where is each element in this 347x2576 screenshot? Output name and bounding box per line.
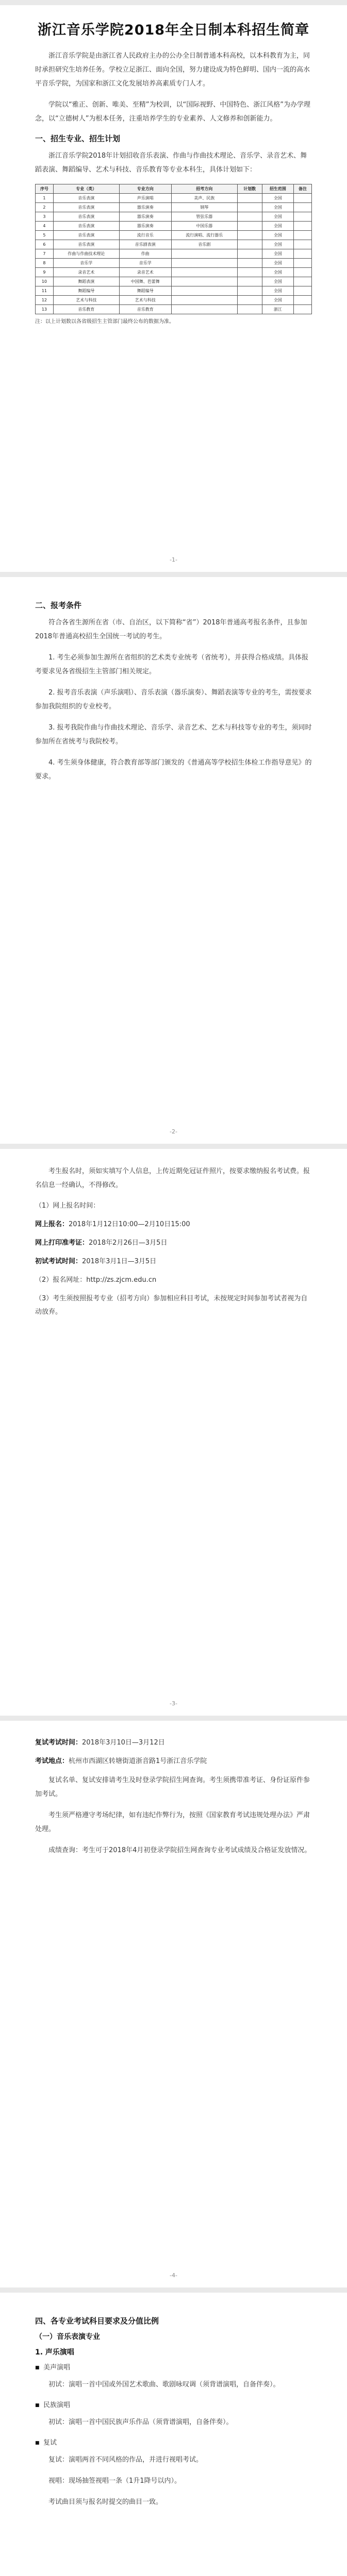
col-header: 序号	[36, 184, 54, 194]
table-cell: 器乐演奏	[119, 212, 171, 222]
exam-place-value: 杭州市西湖区转塘街道浙音路1号浙江音乐学院	[69, 1757, 207, 1765]
table-cell: 音乐表演	[53, 231, 119, 240]
document-title: 浙江音乐学院2018年全日制本科招生简章	[37, 22, 310, 38]
registration-url: （2）报名网址：http://zs.zjcm.edu.cn	[35, 1276, 157, 1284]
ticket-print-label: 网上打印准考证：	[35, 1239, 89, 1247]
table-cell: 全国	[262, 212, 293, 222]
table-row	[36, 305, 312, 314]
document-page-1	[0, 5, 347, 572]
ticket-print-line	[35, 1236, 312, 1250]
page-number: -1-	[170, 556, 177, 563]
table-cell	[171, 249, 237, 259]
table-cell	[237, 305, 262, 314]
table-cell	[294, 259, 312, 268]
section-heading-1: 一、招生专业、招生计划	[35, 134, 121, 143]
table-cell: 音乐教育	[119, 305, 171, 314]
table-cell: 音乐剧表演	[119, 240, 171, 249]
table-cell: 录音艺术	[119, 268, 171, 277]
table-cell: 中国舞、芭蕾舞	[119, 277, 171, 286]
table-cell: 声乐演唱	[119, 194, 171, 203]
table-cell: 录音艺术	[53, 268, 119, 277]
page-gap	[0, 1144, 347, 1149]
page-gap-top	[0, 0, 347, 5]
table-cell: 器乐演奏	[119, 203, 171, 212]
table-row	[36, 194, 312, 203]
table-cell: 艺术与科技	[119, 296, 171, 305]
table-cell	[294, 305, 312, 314]
col-header: 招考方向	[171, 184, 237, 194]
document-page-2	[0, 577, 347, 1144]
retest-paragraph-2: 考生须严格遵守考场纪律，如有违纪作弊行为，按照《国家教育考试违规处理办法》严肃处理。	[35, 1811, 310, 1833]
col-header: 招生范围	[262, 184, 293, 194]
table-cell	[237, 212, 262, 222]
table-cell: 全国	[262, 240, 293, 249]
table-cell: 音乐剧	[171, 240, 237, 249]
table-cell: 艺术与科技	[53, 296, 119, 305]
col-header: 备注	[294, 184, 312, 194]
document-page-3	[0, 1149, 347, 1716]
table-note: 注：以上计划数以各省级招生主管部门最终公布的数据为准。	[35, 319, 174, 325]
table-cell: 全国	[262, 259, 293, 268]
table-cell: 13	[36, 305, 54, 314]
table-cell	[237, 286, 262, 296]
table-cell: 音乐表演	[53, 212, 119, 222]
table-cell: 全国	[262, 203, 293, 212]
table-cell: 全国	[262, 286, 293, 296]
table-cell	[171, 277, 237, 286]
table-cell	[294, 249, 312, 259]
table-row	[36, 222, 312, 231]
bullet-item: ■ 民族演唱	[35, 2399, 312, 2412]
subsection-heading-1: （一）音乐表演专业	[35, 2333, 100, 2341]
table-cell	[171, 259, 237, 268]
table-cell: 作曲	[119, 249, 171, 259]
page-number: -3-	[170, 1700, 177, 1707]
requirement-paragraph: 复试：演唱两首不同风格的作品，并进行视唱考试。	[48, 2456, 203, 2464]
online-registration-line	[35, 1218, 312, 1231]
table-cell: 1	[36, 194, 54, 203]
document-page-5	[0, 2293, 347, 2576]
table-body	[36, 194, 312, 314]
table-cell: 舞蹈编导	[53, 286, 119, 296]
table-row	[36, 286, 312, 296]
table-cell	[294, 203, 312, 212]
enrollment-plan-table	[35, 184, 312, 314]
table-cell: 全国	[262, 277, 293, 286]
retest-time-label: 复试考试时间：	[35, 1739, 82, 1747]
exam-place-label: 考试地点：	[35, 1757, 69, 1765]
table-cell	[237, 231, 262, 240]
table-cell: 3	[36, 212, 54, 222]
table-cell: 音乐教育	[53, 305, 119, 314]
retest-time-value: 2018年3月10日—3月12日	[82, 1739, 165, 1747]
online-registration-label: 网上报名：	[35, 1221, 69, 1228]
table-cell	[237, 296, 262, 305]
ticket-print-value: 2018年2月26日—3月5日	[89, 1239, 168, 1247]
exam-time-label: 初试考试时间：	[35, 1258, 82, 1265]
subsection-heading-1-1: 1. 声乐演唱	[35, 2348, 74, 2357]
table-header-row	[36, 184, 312, 194]
registration-note: （3）考生须按照报考专业（招考方向）参加相应科目考试，未按规定时间参加考试者视为自动放弃。	[35, 1295, 308, 1316]
table-cell: 舞蹈表演	[53, 277, 119, 286]
table-cell: 6	[36, 240, 54, 249]
exam-time-value: 2018年3月1日—3月5日	[82, 1258, 157, 1265]
bullet-item: ■ 复试	[35, 2436, 312, 2450]
conditions-paragraph: 符合各省生源所在省（市、自治区，以下简称“省”）2018年普通高考报名条件，且参加2018年普通高校招生全国统一考试的考生。	[35, 619, 307, 640]
table-cell: 器乐演奏	[119, 222, 171, 231]
table-cell: 流行音乐	[119, 231, 171, 240]
page-gap	[0, 1716, 347, 1721]
table-cell: 美声、民族	[171, 194, 237, 203]
table-cell: 12	[36, 296, 54, 305]
table-cell: 全国	[262, 194, 293, 203]
table-cell: 音乐学	[53, 259, 119, 268]
requirement-paragraph: 初试：演唱一首中国民族声乐作品（须背谱演唱，自备伴奏）。	[48, 2418, 233, 2426]
table-row	[36, 277, 312, 286]
page-number: -2-	[170, 1128, 177, 1135]
document-page-4	[0, 1721, 347, 2287]
table-cell	[171, 305, 237, 314]
table-row	[36, 268, 312, 277]
table-cell: 9	[36, 268, 54, 277]
page-gap	[0, 572, 347, 577]
table-cell: 7	[36, 249, 54, 259]
table-row	[36, 231, 312, 240]
table-row	[36, 240, 312, 249]
table-cell	[171, 268, 237, 277]
requirement-paragraph: 视唱：现场抽签视唱一条（1升1降号以内）。	[48, 2477, 181, 2485]
table-cell	[237, 259, 262, 268]
online-registration-value: 2018年1月12日10:00—2月10日15:00	[69, 1221, 190, 1228]
conditions-item-1: 1. 考生必须参加生源所在省组织的艺术类专业统考（省统考），并获得合格成绩。具体报考要求见各省级招生主管部门相关规定。	[35, 654, 309, 675]
conditions-item-2: 2. 报考音乐表演（声乐演唱）、音乐表演（器乐演奏）、舞蹈表演等专业的考生，需按要求参加我院组织的专业校考。	[35, 689, 312, 710]
table-cell	[294, 240, 312, 249]
table-row	[36, 259, 312, 268]
section-heading-4: 四、各专业考试科目要求及分值比例	[35, 2316, 159, 2326]
table-cell: 音乐学	[119, 259, 171, 268]
table-cell	[171, 286, 237, 296]
table-cell	[237, 268, 262, 277]
conditions-item-4: 4. 考生须身体健康，符合教育部等部门颁发的《普通高等学校招生体检工作指导意见》的要求。	[35, 759, 312, 781]
table-cell: 全国	[262, 231, 293, 240]
table-cell	[294, 212, 312, 222]
section-heading-2: 二、报考条件	[35, 601, 82, 610]
table-cell	[294, 268, 312, 277]
registration-paragraph: 考生报名时，须如实填写个人信息，上传近期免冠证件照片，按要求缴纳报名考试费。报名信息一经确认，不得修改。	[35, 1167, 310, 1189]
table-cell: 中国乐器	[171, 222, 237, 231]
col-header: 计划数	[237, 184, 262, 194]
table-cell	[294, 231, 312, 240]
table-cell: 音乐表演	[53, 222, 119, 231]
table-cell: 音乐表演	[53, 203, 119, 212]
retest-time-line	[35, 1736, 312, 1750]
table-cell	[294, 296, 312, 305]
table-cell: 11	[36, 286, 54, 296]
table-row	[36, 212, 312, 222]
table-cell	[294, 286, 312, 296]
table-row	[36, 296, 312, 305]
table-cell: 舞蹈编导	[119, 286, 171, 296]
requirement-paragraph: 考试曲目须与报名时提交的曲目一致。	[48, 2498, 163, 2506]
table-cell	[237, 277, 262, 286]
registration-subheading: （1）网上报名时间：	[35, 1202, 100, 1210]
table-row	[36, 249, 312, 259]
table-cell: 钢琴	[171, 203, 237, 212]
table-cell: 全国	[262, 222, 293, 231]
retest-paragraph-1: 复试名单、复试安排请考生及时登录学院招生网查询。考生须携带准考证、身份证原件参加考试。	[35, 1776, 310, 1798]
table-cell: 浙江	[262, 305, 293, 314]
col-header: 专业方向	[119, 184, 171, 194]
intro-paragraph-1: 浙江音乐学院是由浙江省人民政府主办的公办全日制普通本科高校，以本科教育为主，同时承担研究生培养任务。学校立足浙江、面向全国，努力建设成为特色鲜明、国内一流的高水平音乐学院，为国家和浙江文化发展培养高素质专门人才。	[35, 52, 310, 88]
table-cell	[237, 240, 262, 249]
table-cell: 8	[36, 259, 54, 268]
retest-paragraph-3: 成绩查询：考生可于2018年4月初登录学院招生网查询专业考试成绩及合格证发放情况。	[48, 1846, 311, 1854]
col-header: 专业（类）	[53, 184, 119, 194]
table-cell: 5	[36, 231, 54, 240]
table-row	[36, 203, 312, 212]
table-cell: 音乐表演	[53, 194, 119, 203]
page-number: -4-	[170, 2272, 177, 2279]
table-cell: 2	[36, 203, 54, 212]
table-cell: 流行演唱、流行器乐	[171, 231, 237, 240]
page-gap	[0, 2287, 347, 2293]
plan-intro: 浙江音乐学院2018年计划招收音乐表演、作曲与作曲技术理论、音乐学、录音艺术、舞蹈表演、舞蹈编导、艺术与科技、音乐教育等专业本科生，具体计划如下：	[35, 152, 307, 174]
table-cell	[237, 249, 262, 259]
exam-time-line	[35, 1255, 312, 1268]
requirement-paragraph: 初试：演唱一首中国或外国艺术歌曲、歌剧咏叹调（须背谱演唱，自备伴奏）。	[48, 2381, 280, 2388]
table-cell	[237, 222, 262, 231]
table-cell	[294, 194, 312, 203]
table-cell: 4	[36, 222, 54, 231]
table-cell: 音乐表演	[53, 240, 119, 249]
table-cell: 管弦乐器	[171, 212, 237, 222]
conditions-item-3: 3. 报考我院作曲与作曲技术理论、音乐学、录音艺术、艺术与科技等专业的考生，须同时参加所在省统考与我院校考。	[35, 724, 312, 745]
table-cell: 全国	[262, 296, 293, 305]
exam-place-line	[35, 1755, 312, 1768]
table-cell	[237, 203, 262, 212]
table-cell: 全国	[262, 249, 293, 259]
table-cell	[237, 194, 262, 203]
table-cell: 全国	[262, 268, 293, 277]
intro-paragraph-2: 学院以“雅正、创新、唯美、至精”为校训，以“国际视野、中国特色、浙江风格”为办学理念，以“立德树人”为根本任务，注重培养学生的专业素养、人文修养和创新能力。	[35, 101, 310, 123]
table-cell	[294, 222, 312, 231]
table-cell	[171, 296, 237, 305]
table-cell	[294, 277, 312, 286]
table-cell: 作曲与作曲技术理论	[53, 249, 119, 259]
bullet-item: ■ 美声演唱	[35, 2361, 312, 2375]
table-cell: 10	[36, 277, 54, 286]
